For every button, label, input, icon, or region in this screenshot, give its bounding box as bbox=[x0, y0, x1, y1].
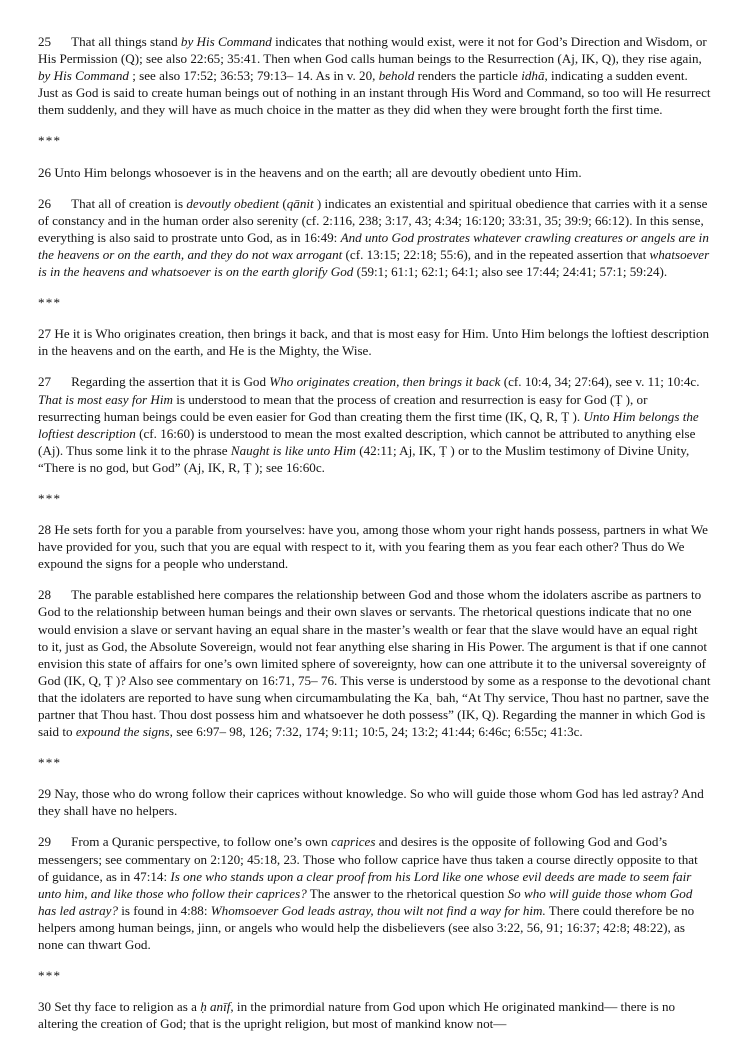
commentary-number: 27 bbox=[38, 374, 52, 390]
text-run: indicates that nothing would exist, were it not for God’s Direction and Wisdom, or His Permission (Q); see also 22:65; 35:41. Then when God calls human beings to the Resurrection (Aj, IK, Q), they rise again, bbox=[38, 34, 707, 67]
italic-run: devoutly obedient bbox=[186, 195, 280, 211]
paragraph-text bbox=[38, 196, 709, 279]
text-run: The parable established here compares the relationship between God and those whom the idolaters ascribe as partners to God to the relationship between human beings and their own slaves or servants. The rhetorical questions indicate that no one would envision a slave or servant having an equal share in the master’s wealth or fear that the slave would have an equal right to it, just as God, the Absolute Sovereign, would not fear anything else sharing in His Power. The argument is that if one cannot envision this state of affairs for one’s own limited sphere of sovereignty, how can one attribute it to the universal sovereignty of God (IK, Q, Ṭ )? Also see commentary on 16:71, 75– 76. This verse is understood by some as a response to the devotional chant that the idolaters are reported to have sung when circumambulating the Kaι bah, “At Thy service, Thou hast no partner, save the partner that Thou hast. Thou dost possess him and whatsoever he doth possess” (IK, Q). Regarding the manner in which God is said to bbox=[38, 587, 711, 740]
commentary-paragraph bbox=[38, 195, 711, 280]
verse-number: 26 bbox=[38, 164, 52, 180]
verse-number: 30 bbox=[38, 999, 52, 1015]
commentary-number: 29 bbox=[38, 834, 52, 850]
italic-run: ḥ anīf, bbox=[200, 999, 234, 1015]
text-run: The answer to the rhetorical question bbox=[306, 885, 508, 901]
italic-run: qānit bbox=[286, 195, 314, 211]
text-run: is found in 4:88: bbox=[118, 902, 211, 918]
section-separator: *** bbox=[38, 968, 62, 984]
italic-run: Who originates creation, then brings it back bbox=[269, 374, 501, 390]
text-run: Regarding the assertion that it is God bbox=[71, 374, 270, 390]
text-run: renders the particle bbox=[414, 68, 522, 84]
paragraph-text bbox=[38, 786, 704, 818]
commentary-number: 26 bbox=[38, 195, 52, 211]
section-separator: *** bbox=[38, 133, 62, 149]
text-run: Unto Him belongs whosoever is in the heavens and on the earth; all are devoutly obedient unto Him. bbox=[54, 164, 582, 180]
italic-run: caprices bbox=[331, 834, 376, 850]
text-run: Nay, those who do wrong follow their caprices without knowledge. So who will guide those whom God has led astray? And they shall have no helpers. bbox=[38, 786, 704, 819]
text-run: Set thy face to religion as a bbox=[54, 999, 201, 1015]
verse-number: 28 bbox=[38, 522, 52, 538]
commentary-paragraph bbox=[38, 586, 711, 740]
italic-run: by His Command bbox=[180, 34, 272, 49]
paragraph-text bbox=[38, 34, 711, 117]
verse-number: 27 bbox=[38, 326, 52, 342]
text-run: in the primordial nature from God upon which He originated mankind— there is no altering the creation of God; that is the upright religion, but most of mankind know not— bbox=[38, 999, 676, 1032]
text-run: is understood to mean that the process of creation and resurrection is easy for God (Ṭ ), or resurrecting human beings could be even easier for God than creating them the first time (IK, Q, R, Ṭ ). bbox=[38, 391, 648, 424]
italic-run: Naught is like unto Him bbox=[230, 442, 356, 458]
text-run: and desires is the opposite of following God and God’s messengers; see commentary on 2:120; 45:18, 23. Those who follow caprice have thus taken a course directly opposite to that of guidance, as in 47:14: bbox=[38, 834, 698, 884]
commentary-paragraph bbox=[38, 33, 711, 118]
paragraph-text bbox=[38, 999, 675, 1031]
text-run: ; see also 17:52; 36:53; 79:13– 14. As in v. 20, bbox=[128, 68, 379, 84]
text-run: ( bbox=[279, 195, 287, 211]
italic-run: by His Command bbox=[38, 68, 129, 84]
commentary-paragraph bbox=[38, 373, 711, 476]
section-separator: *** bbox=[38, 295, 62, 311]
italic-run: That is most easy for Him bbox=[38, 391, 173, 407]
text-run: (cf. 13:15; 22:18; 55:6), and in the repeated assertion that bbox=[342, 246, 650, 262]
verse-number: 29 bbox=[38, 786, 52, 802]
text-run: (42:11; Aj, IK, Ṭ ) or to the Muslim testimony of Divine Unity, “There is no god, but God” (Aj, IK, R, Ṭ ); see 16:60c. bbox=[38, 442, 690, 475]
section-separator: *** bbox=[38, 490, 62, 506]
commentary-number: 28 bbox=[38, 587, 52, 603]
text-run: indicating a sudden event. Just as God is said to create human beings out of nothing in an instant through His Word and Command, so too will He resurrect them suddenly, and they will have as much choice in the matter as they did when they were brought forth the first time. bbox=[38, 68, 711, 118]
italic-run: Whomsoever God leads astray, thou wilt not find a way for him. bbox=[210, 902, 546, 918]
italic-run: behold bbox=[378, 68, 415, 84]
text-run: He it is Who originates creation, then brings it back, and that is most easy for Him. Unto Him belongs the loftiest description in the heavens and on the earth, and He is the Mighty, the Wise. bbox=[38, 326, 710, 359]
italic-run: Is one who stands upon a clear proof from his Lord like one whose evil deeds are made to seem fair unto him, and like those who follow their caprices? bbox=[38, 868, 692, 901]
text-run: There could therefore be no helpers among human beings, jinn, or angels who would help the disbelievers (see also 3:22, 56, 91; 16:37; 42:8; 48:22), as none can thwart God. bbox=[38, 902, 695, 953]
text-run: ) indicates an existential and spiritual obedience that carries with it a sense of constancy and in the human order also serenity (cf. 2:116, 238; 3:17, 43; 4:34; 16:120; 33:31, 35; 39:9; 66:12). In this sense, everything is also said to prostrate unto God, as in 16:49: bbox=[38, 195, 708, 245]
verse-paragraph bbox=[38, 164, 711, 181]
commentary-number: 25 bbox=[38, 34, 52, 49]
paragraph-text bbox=[38, 587, 711, 739]
text-run: see 6:97– 98, 126; 7:32, 174; 9:11; 10:5, 24; 13:2; 41:44; 6:46c; 6:55c; 41:3c. bbox=[172, 724, 583, 740]
italic-run: expound the signs, bbox=[75, 724, 173, 740]
paragraph-text bbox=[38, 834, 698, 952]
commentary-paragraph bbox=[38, 833, 711, 953]
italic-run: And unto God prostrates whatever crawling creatures or angels are in the heavens or on the earth, and they do not wax arrogant bbox=[38, 229, 709, 262]
verse-paragraph bbox=[38, 325, 711, 359]
text-run: That all things stand bbox=[71, 34, 181, 49]
text-run: (cf. 16:60) is understood to mean the most exalted description, which cannot be attributed to anything else (Aj). Thus some link it to the phrase bbox=[38, 425, 696, 458]
text-run: (cf. 10:4, 34; 27:64), see v. 11; 10:4c. bbox=[500, 374, 700, 390]
text-run: That all of creation is bbox=[71, 195, 187, 211]
verse-paragraph bbox=[38, 785, 711, 819]
verse-paragraph bbox=[38, 521, 711, 572]
italic-run: whatsoever is in the heavens and whatsoever is on the earth glorify God bbox=[38, 246, 710, 280]
italic-run: Unto Him belongs the loftiest description bbox=[38, 408, 699, 441]
paragraph-text bbox=[38, 522, 708, 571]
page-content bbox=[38, 33, 711, 1046]
verse-paragraph bbox=[38, 998, 711, 1032]
text-run: He sets forth for you a parable from yourselves: have you, among those whom your right hands possess, partners in what We have provided for you, such that you are equal with respect to it, with you fearing them as you fear each other? Thus do We expound the signs for a people who understand. bbox=[38, 522, 708, 572]
paragraph-text bbox=[38, 326, 709, 358]
italic-run: idhā, bbox=[521, 68, 548, 84]
text-run: From a Quranic perspective, to follow one’s own bbox=[71, 834, 332, 850]
section-separator: *** bbox=[38, 755, 62, 771]
italic-run: So who will guide those whom God has led astray? bbox=[38, 885, 693, 918]
text-run: (59:1; 61:1; 62:1; 64:1; also see 17:44; 24:41; 57:1; 59:24). bbox=[353, 264, 668, 280]
paragraph-text bbox=[38, 374, 700, 474]
paragraph-text bbox=[54, 165, 581, 180]
